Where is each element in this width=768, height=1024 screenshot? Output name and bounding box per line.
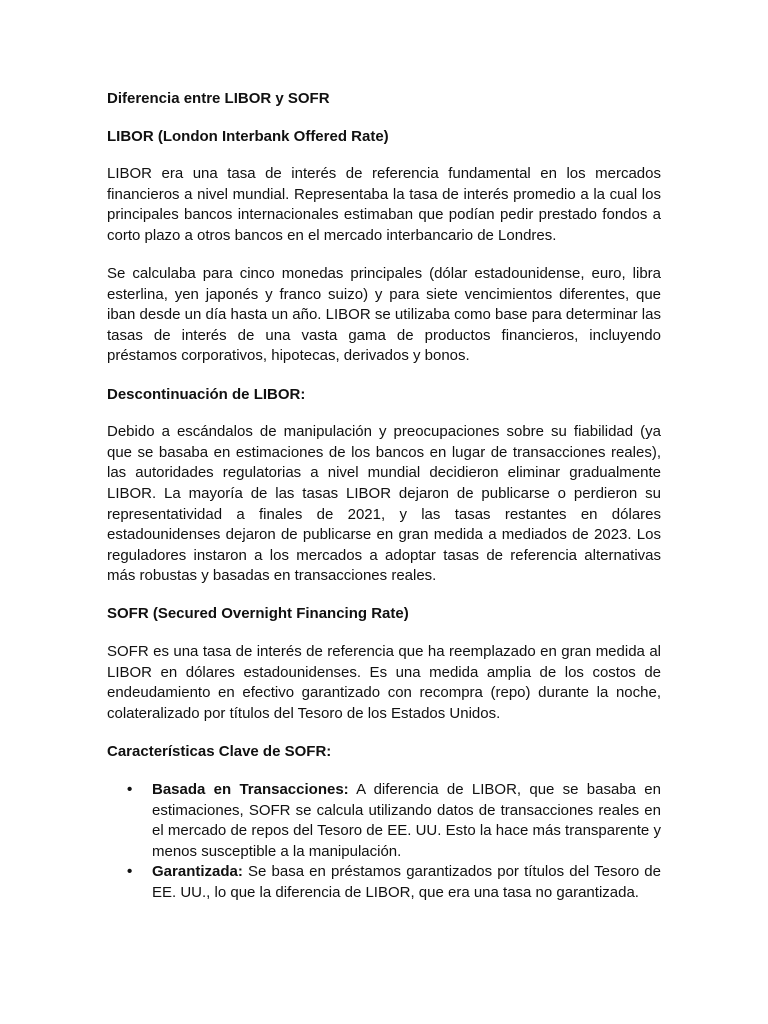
feature-text: Se basa en préstamos garantizados por títulos del Tesoro de EE. UU., lo que la diferencia de LIBOR, que era una tasa no garantizada. (152, 863, 661, 901)
feature-label: Garantizada: (152, 863, 243, 881)
bullet-icon: • (127, 780, 133, 798)
sofr-heading: SOFR (Secured Overnight Financing Rate) (107, 605, 409, 623)
bullet-icon: • (127, 863, 133, 881)
document-page (107, 89, 661, 904)
feature-text: A diferencia de LIBOR, que se basaba en estimaciones, SOFR se calcula utilizando datos de transacciones reales en el mercado de repos del Tesoro de EE. UU. Esto la hace más transparente y menos susceptible a la manipulación. (152, 780, 661, 860)
feature-item-guaranteed (107, 862, 661, 903)
libor-heading: LIBOR (London Interbank Offered Rate) (107, 127, 389, 145)
features-heading: Características Clave de SOFR: (107, 742, 332, 760)
discontinuation-paragraph: Debido a escándalos de manipulación y preocupaciones sobre su fiabilidad (ya que se basaba en estimaciones de los bancos en lugar de transacciones reales), las autoridades regulatorias a nivel mundial decidieron eliminar gradualmente LIBOR. La mayoría de las tasas LIBOR dejaron de publicarse o perdieron su representatividad a finales de 2021, y las tasas restantes en dólares estadounidenses dejaron de publicarse en gran medida a mediados de 2023. Los reguladores instaron a los mercados a adoptar tasas de referencia alternativas más robustas y basadas en transacciones reales. (107, 423, 661, 585)
feature-label: Basada en Transacciones: (152, 780, 349, 798)
libor-paragraph-1: LIBOR era una tasa de interés de referencia fundamental en los mercados financieros a nivel mundial. Representaba la tasa de interés promedio a la cual los principales bancos internacionales estimaban que podían pedir prestado fondos a corto plazo a otros bancos en el mercado interbancario de Londres. (107, 165, 661, 244)
features-list (107, 780, 661, 904)
document-title: Diferencia entre LIBOR y SOFR (107, 90, 330, 107)
discontinuation-heading: Descontinuación de LIBOR: (107, 385, 306, 403)
sofr-paragraph: SOFR es una tasa de interés de referencia que ha reemplazado en gran medida al LIBOR en dólares estadounidenses. Es una medida amplia de los costos de endeudamiento en efectivo garantizado con recompra (repo) durante la noche, colateralizado por títulos del Tesoro de los Estados Unidos. (107, 642, 661, 722)
feature-item-transactions (107, 780, 661, 862)
libor-paragraph-2: Se calculaba para cinco monedas principales (dólar estadounidense, euro, libra esterlina, yen japonés y franco suizo) y para siete vencimientos diferentes, que iban desde un día hasta un año. LIBOR se utilizaba como base para determinar las tasas de interés de una vasta gama de productos financieros, incluyendo préstamos corporativos, hipotecas, derivados y bonos. (107, 265, 661, 365)
